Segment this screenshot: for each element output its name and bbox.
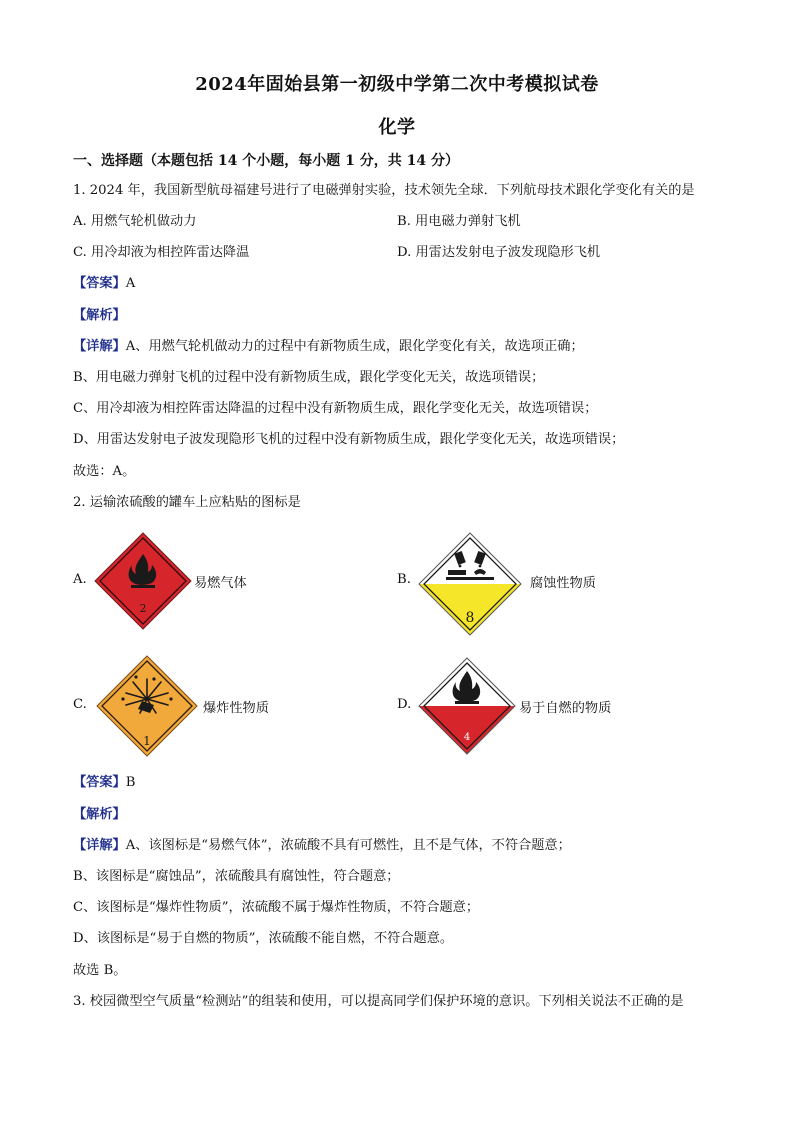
q1-analysis: [73, 307, 126, 325]
q1-detail-b: B、用电磁力弹射飞机的过程中没有新物质生成，跟化学变化无关，故选项错误；: [73, 370, 545, 385]
answer-value: A: [125, 276, 136, 291]
subject-title: 化学: [378, 117, 416, 138]
q2-option-c-letter: C.: [73, 697, 87, 712]
q2-option-d-label: 易于自燃的物质: [519, 701, 612, 716]
answer-label: 【答案】: [73, 276, 126, 291]
answer-value: B: [125, 775, 136, 790]
q1-option-b: B. 用电磁力弹射飞机: [397, 214, 521, 229]
sign-number-c: 1: [143, 734, 151, 748]
q2-option-b-label: 腐蚀性物质: [530, 576, 596, 591]
sign-number-a: 2: [139, 602, 147, 615]
answer-label: 【答案】: [73, 775, 126, 790]
q2-detail-d: D、该图标是“易于自燃的物质”，浓硫酸不能自燃，不符合题意。: [73, 931, 454, 946]
q1-detail-c: C、用冷却液为相控阵雷达降温的过程中没有新物质生成，跟化学变化无关，故选项错误；: [73, 401, 598, 416]
detail-label: 【详解】: [73, 838, 126, 853]
flammable-gas-sign-icon: [94, 532, 192, 630]
exam-title: 2024年固始县第一初级中学第二次中考模拟试卷: [195, 74, 599, 95]
q1-answer: [73, 275, 135, 293]
detail-text: A、该图标是“易燃气体”，浓硫酸不具有可燃性，且不是气体，不符合题意；: [125, 838, 571, 853]
q2-option-b-letter: B.: [397, 572, 411, 587]
detail-text: A、用燃气轮机做动力的过程中有新物质生成，跟化学变化有关，故选项正确；: [125, 339, 584, 354]
section-heading: 一、选择题（本题包括 14 个小题，每小题 1 分，共 14 分）: [73, 153, 459, 169]
q2-option-d-letter: D.: [397, 697, 412, 712]
q1-option-d: D. 用雷达发射电子波发现隐形飞机: [397, 245, 601, 260]
q2-conclusion: 故选 B。: [73, 963, 127, 978]
q1-option-c: C. 用冷却液为相控阵雷达降温: [73, 245, 250, 260]
q2-analysis: [73, 806, 126, 824]
analysis-label: 【解析】: [73, 308, 126, 323]
q2-detail-c: C、该图标是“爆炸性物质”，浓硫酸不属于爆炸性物质，不符合题意；: [73, 900, 480, 915]
q2-detail-a: [73, 837, 571, 855]
q1-conclusion: 故选：A。: [73, 464, 136, 479]
q1-stem: 1. 2024 年，我国新型航母福建号进行了电磁弹射实验，技术领先全球．下列航母技术跟化学变化有关的是: [73, 183, 695, 198]
detail-label: 【详解】: [73, 339, 126, 354]
analysis-label: 【解析】: [73, 807, 126, 822]
q1-detail-d: D、用雷达发射电子波发现隐形飞机的过程中没有新物质生成，跟化学变化无关，故选项错误；: [73, 432, 625, 447]
q2-answer: [73, 774, 135, 792]
spontaneous-combustion-sign-icon: [418, 657, 516, 755]
q2-option-c-label: 爆炸性物质: [203, 701, 269, 716]
q3-stem: 3. 校园微型空气质量“检测站”的组装和使用，可以提高同学们保护环境的意识。下列相关说法不正确的是: [73, 994, 684, 1009]
sign-number-b: 8: [465, 610, 475, 626]
explosive-sign-icon: [96, 655, 198, 757]
q2-option-a-label: 易燃气体: [194, 576, 247, 591]
q2-stem: 2. 运输浓硫酸的罐车上应粘贴的图标是: [73, 495, 301, 510]
q1-option-a: A. 用燃气轮机做动力: [73, 214, 197, 229]
q1-detail-a: [73, 338, 584, 356]
corrosive-sign-icon: [418, 532, 522, 636]
sign-number-d: 4: [463, 732, 471, 743]
q2-option-a-letter: A.: [73, 572, 87, 587]
q2-detail-b: B、该图标是“腐蚀品”，浓硫酸具有腐蚀性，符合题意；: [73, 869, 400, 884]
